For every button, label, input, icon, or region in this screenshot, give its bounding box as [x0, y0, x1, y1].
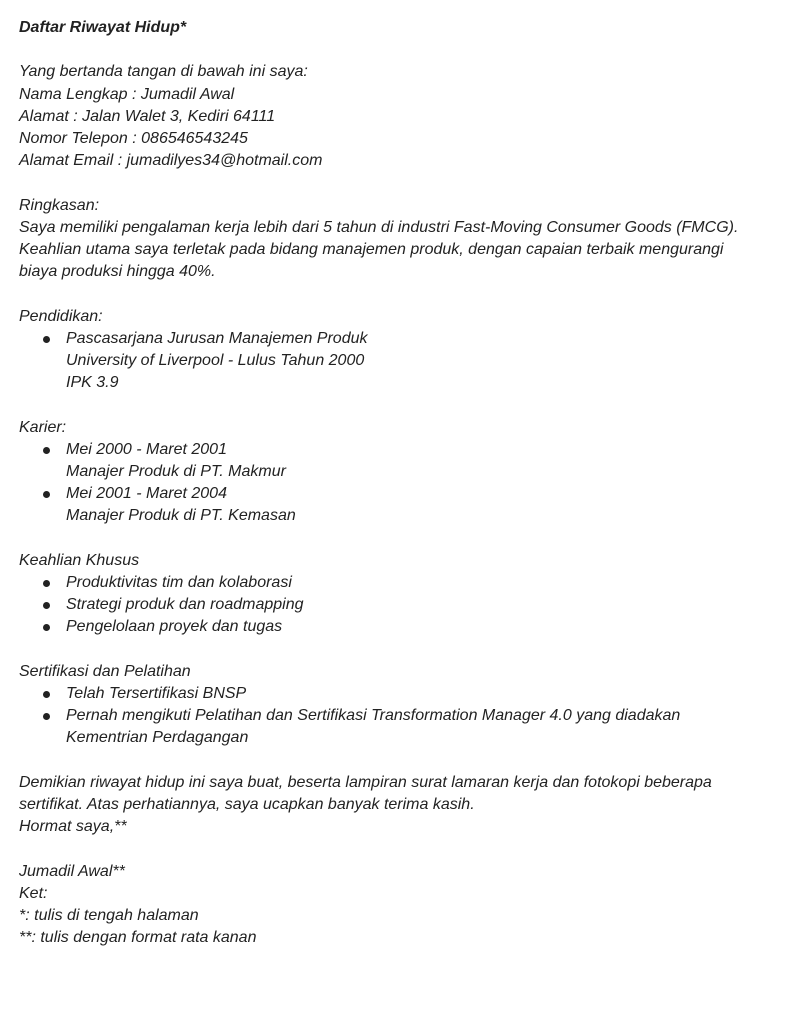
list-item — [19, 328, 769, 395]
closing-salutation: Hormat saya,** — [19, 818, 127, 836]
list-item: Telah Tersertifikasi BNSP — [19, 683, 769, 705]
list-item — [19, 439, 769, 483]
list-item: Pengelolaan proyek dan tugas — [19, 616, 769, 638]
skills-list — [19, 572, 769, 639]
personal-email: Alamat Email : jumadilyes34@hotmail.com — [19, 152, 323, 170]
career-role: Manajer Produk di PT. Kemasan — [66, 507, 296, 525]
note-right-align: **: tulis dengan format rata kanan — [19, 929, 257, 947]
career-period: Mei 2000 - Maret 2001 — [66, 440, 227, 458]
career-period: Mei 2001 - Maret 2004 — [66, 485, 227, 503]
personal-address: Alamat : Jalan Walet 3, Kediri 64111 — [19, 107, 276, 125]
education-list — [19, 328, 769, 395]
education-university: University of Liverpool - Lulus Tahun 2000 — [66, 352, 365, 369]
list-item: Strategi produk dan roadmapping — [19, 594, 769, 616]
personal-name: Nama Lengkap : Jumadil Awal — [19, 85, 235, 103]
summary-heading: Ringkasan: — [19, 196, 100, 214]
skills-heading: Keahlian Khusus — [19, 551, 140, 569]
list-item — [19, 483, 769, 527]
cv-document — [19, 17, 769, 949]
education-degree: Pascasarjana Jurusan Manajemen Produk — [66, 329, 368, 347]
certifications-heading: Sertifikasi dan Pelatihan — [19, 662, 191, 680]
list-item: Produktivitas tim dan kolaborasi — [19, 572, 769, 594]
career-list — [19, 439, 769, 528]
career-heading: Karier: — [19, 418, 67, 436]
document-title: Daftar Riwayat Hidup* — [19, 19, 187, 36]
list-item: Pernah mengikuti Pelatihan dan Sertifikasi Transformation Manager 4.0 yang diadakan Kementrian Perdagangan — [19, 705, 746, 749]
closing-text: Demikian riwayat hidup ini saya buat, beserta lampiran surat lamaran kerja dan fotokopi beberapa sertifikat. Atas perhatiannya, saya ucapkan banyak terima kasih. — [19, 773, 712, 813]
summary-text: Saya memiliki pengalaman kerja lebih dari 5 tahun di industri Fast-Moving Consumer Goods (FMCG). Keahlian utama saya terletak pada bidang manajemen produk, dengan capaian terbaik mengurangi biaya produksi hingga 40%. — [19, 218, 739, 281]
intro-text: Yang bertanda tangan di bawah ini saya: — [19, 63, 308, 81]
notes-heading: Ket: — [19, 884, 48, 902]
signature-name: Jumadil Awal** — [19, 862, 125, 880]
certifications-list — [19, 683, 769, 750]
personal-phone: Nomor Telepon : 086546543245 — [19, 130, 248, 147]
education-gpa: IPK 3.9 — [66, 374, 119, 392]
note-center: *: tulis di tengah halaman — [19, 907, 199, 924]
career-role: Manajer Produk di PT. Makmur — [66, 463, 286, 480]
education-heading: Pendidikan: — [19, 307, 103, 325]
